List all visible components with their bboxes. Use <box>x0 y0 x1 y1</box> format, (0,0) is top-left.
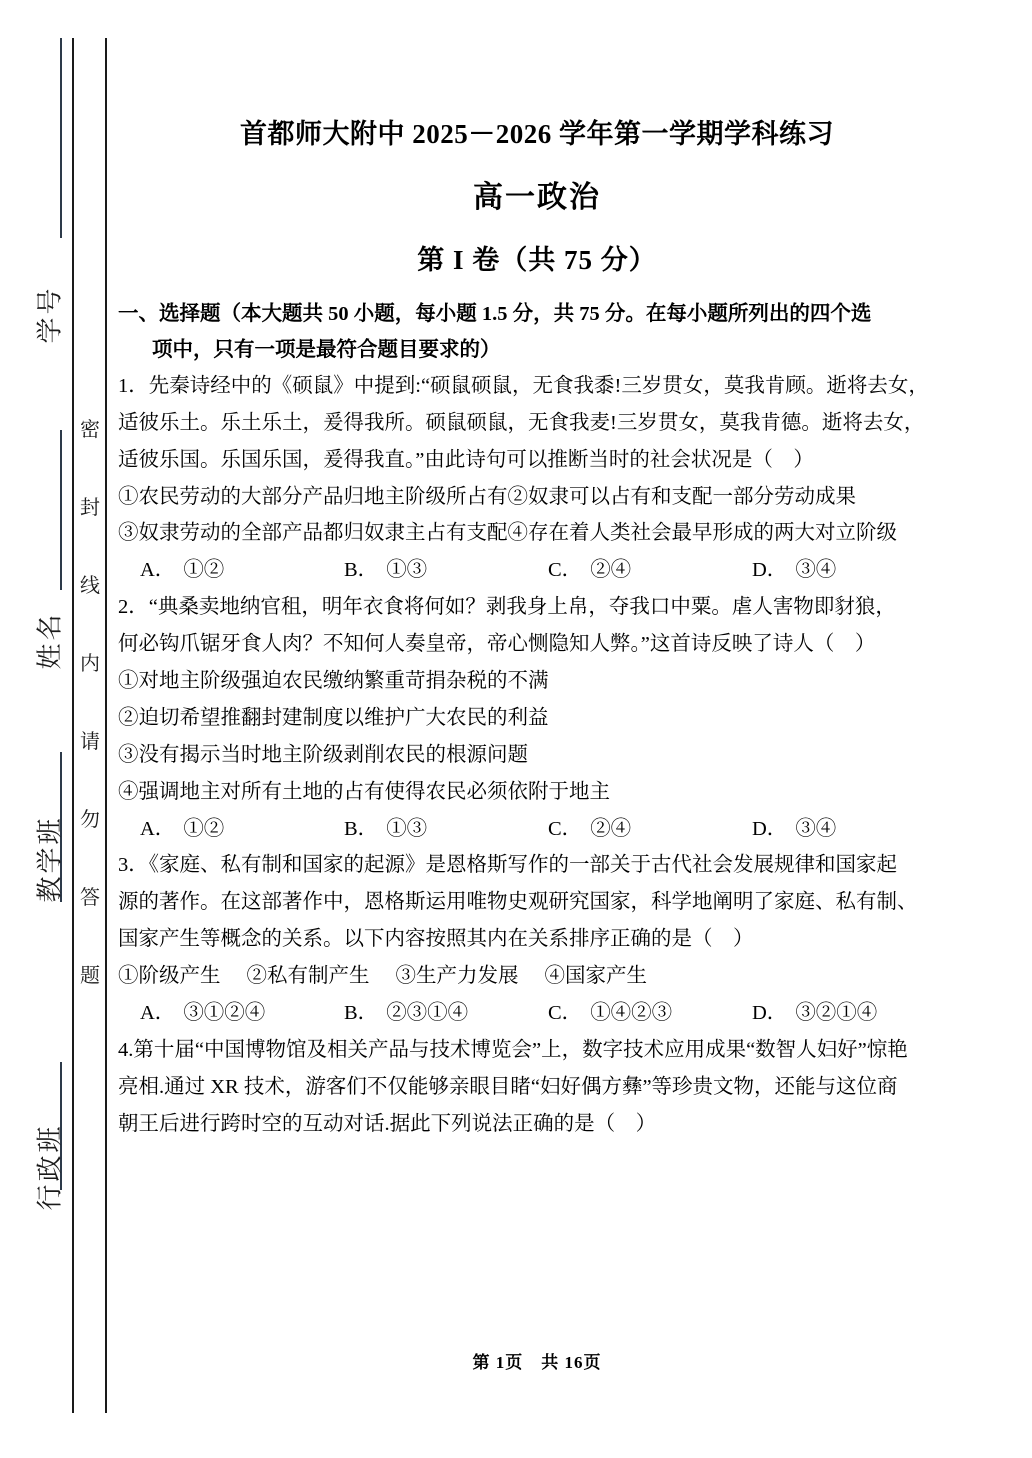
question-3 <box>118 847 956 1031</box>
question-1 <box>118 368 956 589</box>
question-2 <box>118 589 956 847</box>
option-letter: C． <box>548 817 583 840</box>
option-d[interactable] <box>752 995 956 1032</box>
option-letter: A． <box>140 817 176 840</box>
inline-item: ②私有制产生 <box>246 965 370 988</box>
option-letter: B． <box>344 559 379 582</box>
option-c[interactable] <box>548 995 752 1032</box>
option-letter: C． <box>548 559 583 582</box>
option-letter: B． <box>344 1002 379 1025</box>
seal-char: 密 <box>80 419 100 441</box>
seal-char: 内 <box>80 653 100 675</box>
question-stem-line: 适彼乐土。乐土乐土，爰得我所。硕鼠硕鼠，无食我麦!三岁贯女，莫我肯德。逝将去女， <box>118 411 925 434</box>
subject-title: 高一政治 <box>473 181 601 215</box>
footer-total-pages: 共 16页 <box>541 1353 602 1372</box>
option-c[interactable] <box>548 552 752 589</box>
option-letter: D． <box>752 817 788 840</box>
option-text: ①③ <box>386 559 428 582</box>
option-text: ②④ <box>590 817 632 840</box>
option-text: ①② <box>183 817 225 840</box>
section-instruction-head: 一、选择题（本大题共 50 小题，每小题 1.5 分，共 75 分。在每小题所列出的四个选 <box>118 303 872 326</box>
question-stem-line: 源的著作。在这部著作中，恩格斯运用唯物史观研究国家，科学地阐明了家庭、私有制、 <box>118 891 918 914</box>
volume-title: 第 I 卷（共 75 分） <box>417 245 657 276</box>
section-instruction <box>118 277 956 368</box>
option-letter: D． <box>752 559 788 582</box>
field-label-student-id: 学号 <box>35 285 65 344</box>
question-options <box>118 552 956 589</box>
inline-item: ③生产力发展 <box>395 965 519 988</box>
option-text: ②③①④ <box>386 1002 469 1025</box>
question-stem-line: 4.第十届“中国博物馆及相关产品与技术博览会”上，数字技术应用成果“数智人妇好”惊艳 <box>118 1038 908 1061</box>
option-text: ①④②③ <box>590 1002 673 1025</box>
question-stem-line: 3．《家庭、私有制和国家的起源》是恩格斯写作的一部关于古代社会发展规律和国家起 <box>118 854 897 877</box>
page-footer <box>118 1348 956 1373</box>
seal-rule-right <box>105 38 107 1413</box>
question-statement: ③没有揭示当时地主阶级剥削农民的根源问题 <box>118 743 528 766</box>
question-stem-line: 亮相.通过 XR 技术，游客们不仅能够亲眼目睹“妇好偶方彝”等珍贵文物，还能与这位商 <box>118 1075 898 1098</box>
question-statement: ④强调地主对所有土地的占有使得农民必须依附于地主 <box>118 780 610 803</box>
option-b[interactable] <box>344 811 548 848</box>
question-statement: ①对地主阶级强迫农民缴纳繁重苛捐杂税的不满 <box>118 670 549 693</box>
question-stem-line: 1．先秦诗经中的《硕鼠》中提到:“硕鼠硕鼠，无食我黍!三岁贯女，莫我肯顾。逝将去女， <box>118 374 929 397</box>
option-c[interactable] <box>548 811 752 848</box>
option-letter: B． <box>344 817 379 840</box>
option-text: ②④ <box>590 559 632 582</box>
option-d[interactable] <box>752 552 956 589</box>
inline-item: ①阶级产生 <box>118 965 221 988</box>
field-label-teaching-class: 教学班 <box>35 815 65 903</box>
question-options <box>118 811 956 848</box>
question-stem-line: 何必钩爪锯牙食人肉？不知何人奏皇帝，帝心恻隐知人弊。”这首诗反映了诗人（ ） <box>118 633 876 656</box>
seal-rule-left <box>72 38 74 1413</box>
field-writing-line[interactable] <box>60 38 62 238</box>
option-text: ③②①④ <box>795 1002 878 1025</box>
section-instruction-cont: 项中，只有一项是最符合题目要求的） <box>152 338 501 361</box>
field-label-admin-class: 行政班 <box>35 1123 65 1211</box>
seal-char: 题 <box>80 965 100 987</box>
option-a[interactable] <box>140 552 344 589</box>
option-text: ③④ <box>795 817 837 840</box>
seal-margin <box>0 0 110 1458</box>
question-stem-line: 2．“典桑卖地纳官租，明年衣食将何如？剥我身上帛，夺我口中粟。虐人害物即豺狼， <box>118 596 896 619</box>
seal-char: 封 <box>80 497 100 519</box>
seal-char: 答 <box>80 887 100 909</box>
field-writing-line[interactable] <box>60 430 62 590</box>
question-statement: ③奴隶劳动的全部产品都归奴隶主占有支配④存在着人类社会最早形成的两大对立阶级 <box>118 522 897 545</box>
option-text: ①② <box>183 559 225 582</box>
question-statement: ②迫切希望推翻封建制度以维护广大农民的利益 <box>118 706 549 729</box>
option-letter: A． <box>140 1002 176 1025</box>
option-a[interactable] <box>140 995 344 1032</box>
question-4 <box>118 1032 956 1143</box>
option-d[interactable] <box>752 811 956 848</box>
question-stem-line: 适彼乐国。乐国乐国，爰得我直。”由此诗句可以推断当时的社会状况是（ ） <box>118 448 814 471</box>
inline-item: ④国家产生 <box>544 965 647 988</box>
option-b[interactable] <box>344 552 548 589</box>
option-text: ③④ <box>795 559 837 582</box>
question-statement: ①农民劳动的大部分产品归地主阶级所占有②奴隶可以占有和支配一部分劳动成果 <box>118 485 856 508</box>
option-a[interactable] <box>140 811 344 848</box>
option-letter: A． <box>140 559 176 582</box>
option-text: ③①②④ <box>183 1002 266 1025</box>
seal-char: 请 <box>80 731 100 753</box>
exam-content <box>118 0 956 1458</box>
option-text: ①③ <box>386 817 428 840</box>
seal-char: 勿 <box>80 809 100 831</box>
footer-current-page: 第 1页 <box>472 1353 524 1372</box>
seal-char: 线 <box>80 575 100 597</box>
question-stem-line: 朝王后进行跨时空的互动对话.据此下列说法正确的是（ ） <box>118 1112 657 1135</box>
seal-vertical-text <box>76 420 104 986</box>
option-letter: D． <box>752 1002 788 1025</box>
page-title: 首都师大附中 2025－2026 学年第一学期学科练习 <box>240 119 834 149</box>
question-stem-line: 国家产生等概念的关系。以下内容按照其内在关系排序正确的是（ ） <box>118 928 754 951</box>
option-b[interactable] <box>344 995 548 1032</box>
option-letter: C． <box>548 1002 583 1025</box>
field-label-name: 姓名 <box>35 611 65 670</box>
question-options <box>118 995 956 1032</box>
question-inline-items <box>118 958 956 995</box>
